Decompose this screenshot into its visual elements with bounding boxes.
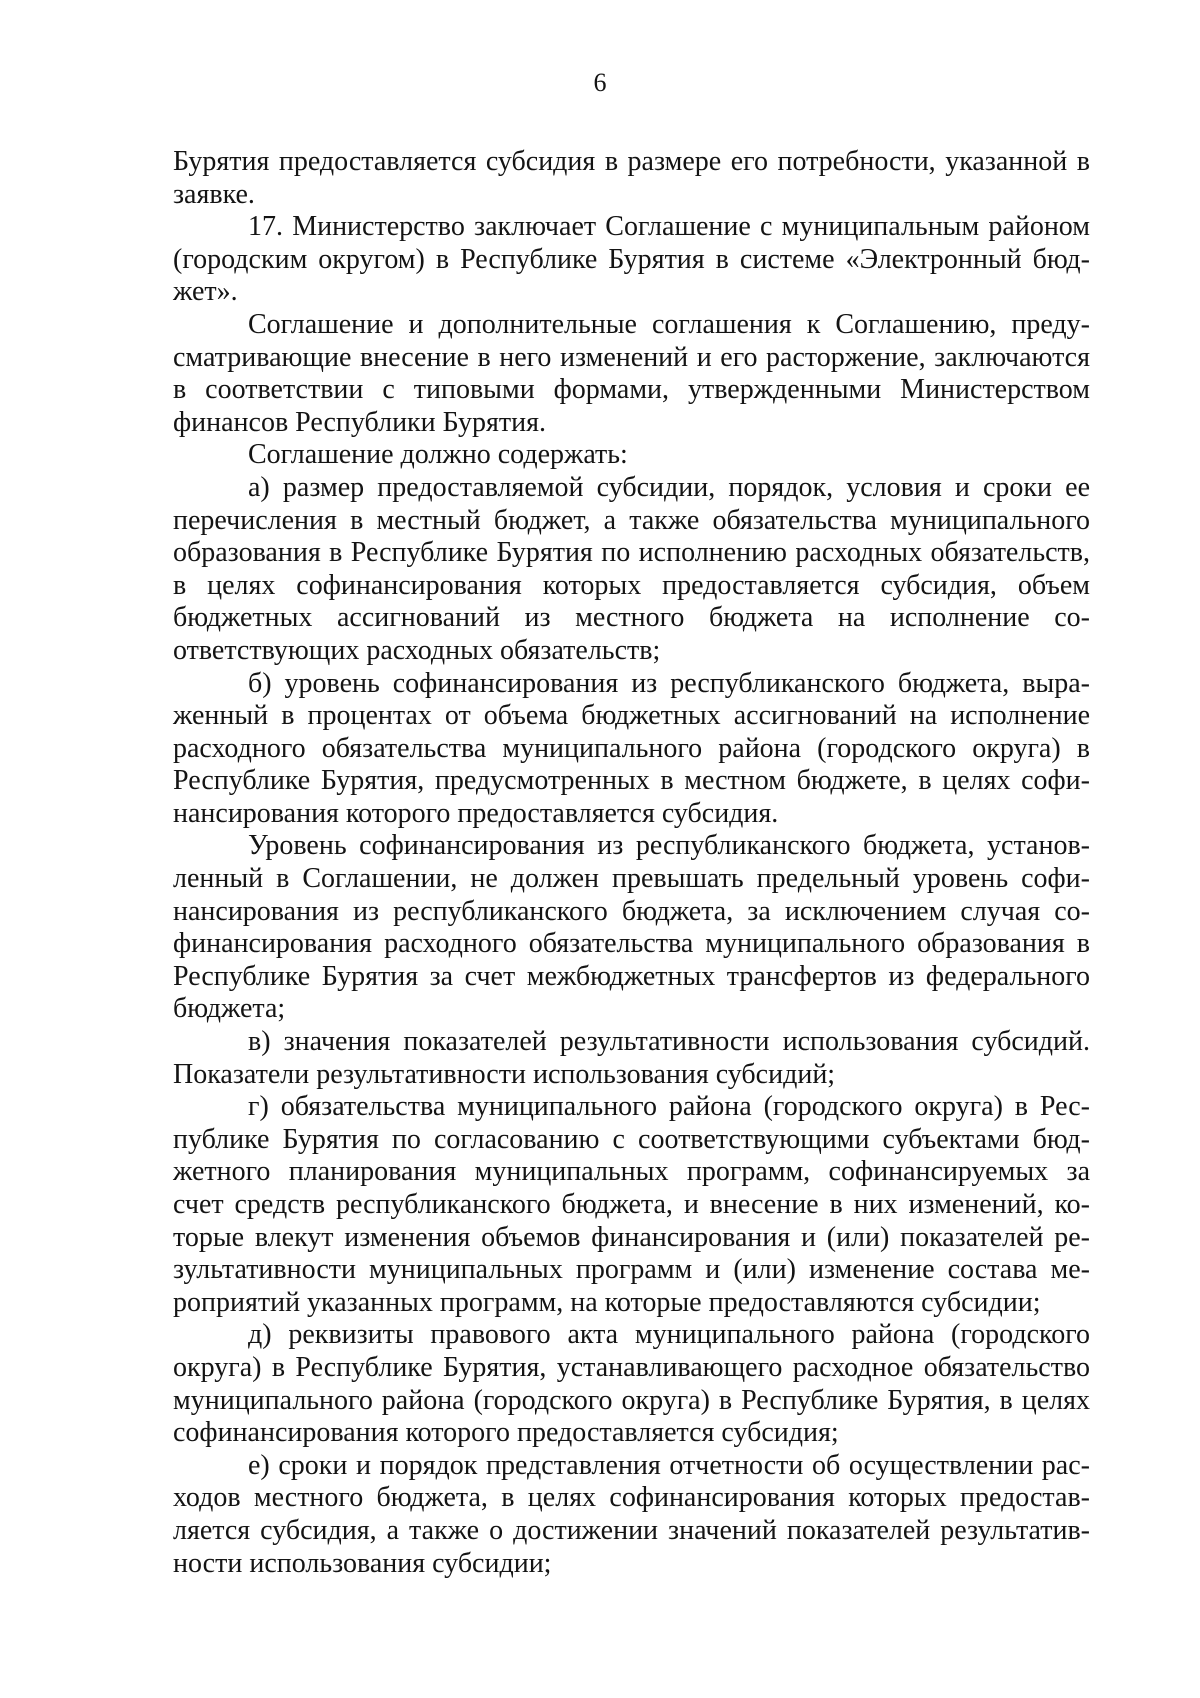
paragraph: а) размер предоставляемой субсидии, порядок, условия и сроки ее перечисления в местный бюджет, а также обязательства муниципального образования в Республике Бурятия по исполнению расходных обязательств, в целях софинансирования которых предоставляется субсидия, объем бюджетных ассигнований из местного бюджета на исполнение соответствующих расходных обязательств; [173,471,1090,666]
paragraph: г) обязательства муниципального района (городского округа) в Республике Бурятия по согласованию с соответствующими субъектами бюджетного планирования муниципальных программ, софинансируемых за счет средств республиканского бюджета, и внесение в них изменений, которые влекут изменения объемов финансирования и (или) показателей результативности муниципальных программ и (или) изменение состава мероприятий указанных программ, на которые предоставляются субсидии; [173,1091,1090,1318]
document-body [173,146,1090,1580]
paragraph: е) сроки и порядок представления отчетности об осуществлении расходов местного бюджета, в целях софинансирования которых предоставляется субсидия, а также о достижении значений показателей результативности использования субсидии; [173,1449,1090,1579]
paragraph: Бурятия предоставляется субсидия в размере его потребности, указанной в заявке. [173,146,1090,210]
page-number: 6 [593,68,607,97]
paragraph: б) уровень софинансирования из республиканского бюджета, выраженный в процентах от объема бюджетных ассигнований на исполнение расходного обязательства муниципального района (городского округа) в Республике Бурятия, предусмотренных в местном бюджете, в целях софинансирования которого предоставляется субсидия. [173,667,1090,829]
paragraph: Уровень софинансирования из республиканского бюджета, установленный в Соглашении, не должен превышать предельный уровень софинансирования из республиканского бюджета, за исключением случая софинансирования расходного обязательства муниципального образования в Республике Бурятия за счет межбюджетных трансфертов из федерального бюджета; [173,830,1090,1025]
paragraph: Соглашение и дополнительные соглашения к Соглашению, предусматривающие внесение в него изменений и его расторжение, заключаются в соответствии с типовыми формами, утвержденными Министерством финансов Республики Бурятия. [173,308,1090,438]
paragraph: 17. Министерство заключает Соглашение с муниципальным районом (городским округом) в Республике Бурятия в системе «Электронный бюджет». [173,211,1090,308]
paragraph: Соглашение должно содержать: [248,439,628,471]
paragraph: д) реквизиты правового акта муниципального района (городского округа) в Республике Бурятия, устанавливающего расходное обязательство муниципального района (городского округа) в Республике Бурятия, в целях софинансирования которого предоставляется субсидия; [173,1319,1090,1449]
paragraph: в) значения показателей результативности использования субсидий. Показатели результативности использования субсидий; [173,1026,1090,1090]
